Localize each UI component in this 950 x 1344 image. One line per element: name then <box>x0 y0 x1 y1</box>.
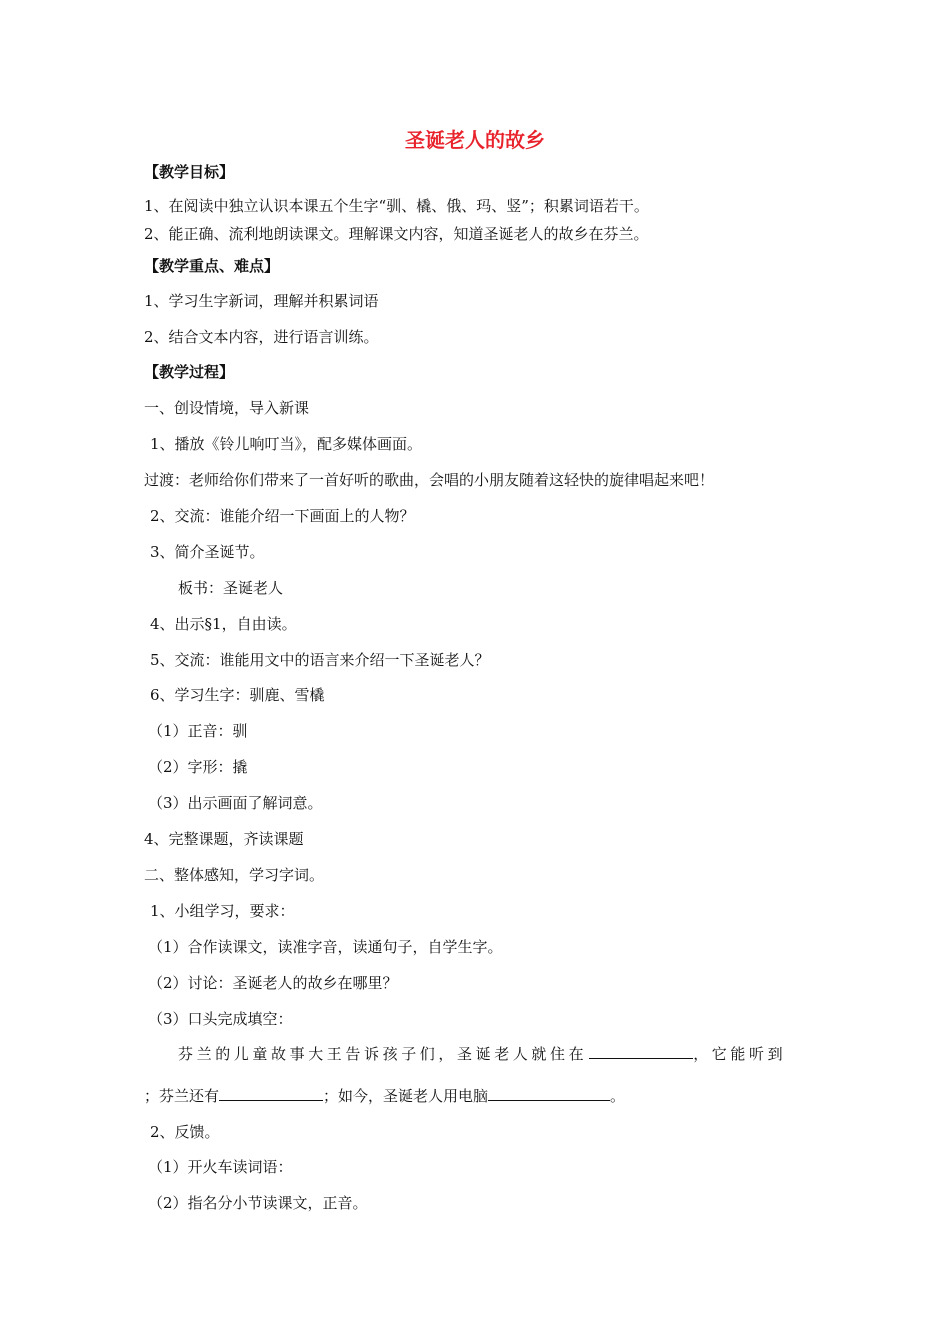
process-line: （1）正音：驯 <box>148 722 248 740</box>
process-line: （3）出示画面了解词意。 <box>148 794 323 812</box>
section-heading-key-points: 【教学重点、难点】 <box>144 257 280 275</box>
process-line: 4、出示§1，自由读。 <box>150 615 297 633</box>
process-line: （1）合作读课文，读准字音，读通句子，自学生字。 <box>148 938 503 956</box>
process-line: （3）口头完成填空： <box>148 1010 293 1028</box>
process-line: （1）开火车读词语： <box>148 1158 293 1176</box>
process-line: 1、小组学习，要求： <box>150 902 295 920</box>
fill-blank-text: 芬兰的儿童故事大王告诉孩子们，圣诞老人就住在 <box>178 1045 588 1063</box>
key-point-item: 2、结合文本内容，进行语言训练。 <box>144 328 379 346</box>
key-point-item: 1、学习生字新词，理解并积累词语 <box>144 292 379 310</box>
fill-blank-text: ；芬兰还有 <box>144 1087 220 1105</box>
process-line: 过渡：老师给你们带来了一首好听的歌曲，会唱的小朋友随着这轻快的旋律唱起来吧！ <box>144 471 715 489</box>
fill-blank-text: ；如今，圣诞老人用电脑 <box>323 1087 489 1105</box>
process-line: 1、播放《铃儿响叮当》，配多媒体画面。 <box>150 435 423 453</box>
fill-blank-line-2 <box>144 1086 625 1106</box>
process-line: （2）讨论：圣诞老人的故乡在哪里？ <box>148 974 398 992</box>
process-line: 6、学习生字：驯鹿、雪橇 <box>150 686 325 704</box>
process-line: 一、创设情境，导入新课 <box>144 399 310 417</box>
process-line: 5、交流：谁能用文中的语言来介绍一下圣诞老人？ <box>150 651 490 669</box>
fill-blank-text: ，它能听到 <box>693 1045 787 1063</box>
fill-blank-text: 。 <box>610 1087 626 1105</box>
process-line: 3、简介圣诞节。 <box>150 543 265 561</box>
section-heading-process: 【教学过程】 <box>144 363 235 381</box>
process-line: 板书：圣诞老人 <box>178 579 284 597</box>
process-line: （2）指名分小节读课文，正音。 <box>148 1194 368 1212</box>
objective-item: 1、在阅读中独立认识本课五个生字“驯、橇、俄、玛、竖”；积累词语若干。 <box>144 197 649 215</box>
fill-blank-underline <box>219 1086 323 1101</box>
process-line: 2、反馈。 <box>150 1123 220 1141</box>
fill-blank-underline <box>488 1086 610 1101</box>
section-heading-objectives: 【教学目标】 <box>144 163 235 181</box>
fill-blank-underline <box>589 1044 693 1059</box>
process-line: 4、完整课题，齐读课题 <box>144 830 304 848</box>
process-line: （2）字形：撬 <box>148 758 248 776</box>
process-line: 2、交流：谁能介绍一下画面上的人物？ <box>150 507 415 525</box>
process-line: 二、整体感知，学习字词。 <box>144 866 325 884</box>
fill-blank-line-1 <box>178 1044 786 1064</box>
objective-item: 2、能正确、流利地朗读课文。理解课文内容，知道圣诞老人的故乡在芬兰。 <box>144 225 649 243</box>
document-title: 圣诞老人的故乡 <box>405 128 545 152</box>
